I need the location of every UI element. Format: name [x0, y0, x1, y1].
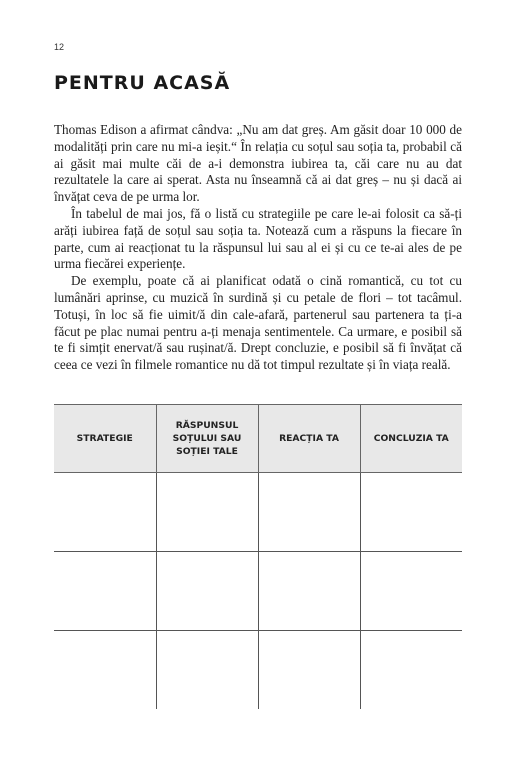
- table-row: [54, 473, 462, 552]
- strategy-table: [54, 404, 462, 709]
- header-partner-response: RĂSPUNSUL SOȚULUI SAU SOȚIEI TALE: [156, 405, 258, 473]
- paragraph-example: De exemplu, poate că ai planificat odată o cină romantică, cu tot cu lumânări aprinse, cu muzică în surdină și cu petale de flori – tot tacâmul. Totuși, în loc să fie uimit/ă din cale-afară, partenerul sau partenera ta ți-a făcut pe plac numai pentru a-ți menaja sentimentele. Ca urmare, e posibil să te fi simțit enervat/ă sau rușinat/ă. Drept concluzie, e posibil să fi învățat că ceea ce vezi în filmele romantice nu dă tot timpul rezultate și în viața reală.: [54, 273, 462, 373]
- table-cell[interactable]: [258, 473, 360, 552]
- section-title: PENTRU ACASĂ: [54, 72, 231, 94]
- table-cell[interactable]: [360, 473, 462, 552]
- table-cell[interactable]: [360, 552, 462, 631]
- table-cell[interactable]: [54, 552, 156, 631]
- table-row: [54, 552, 462, 631]
- table-cell[interactable]: [54, 473, 156, 552]
- table-cell[interactable]: [360, 631, 462, 710]
- page-number: 12: [54, 42, 65, 52]
- table-cell[interactable]: [54, 631, 156, 710]
- table-row: [54, 631, 462, 710]
- table-cell[interactable]: [258, 631, 360, 710]
- table-cell[interactable]: [258, 552, 360, 631]
- header-your-reaction: REACȚIA TA: [258, 405, 360, 473]
- table-header-row: [54, 405, 462, 473]
- paragraph-edison-quote: Thomas Edison a afirmat cândva: „Nu am dat greș. Am găsit doar 10 000 de modalități prin care nu mi-a ieșit.“ În relația cu soțul sau soția ta, probabil că ai găsit mai multe căi de a-i demonstra iubirea ta, căi care nu au dat rezultatele la care ai sperat. Asta nu înseamnă că ai dat greș – nu și dacă ai învățat ceva de pe urma lor.: [54, 122, 462, 205]
- table-cell[interactable]: [156, 631, 258, 710]
- body-text: [54, 122, 462, 374]
- header-your-conclusion: CONCLUZIA TA: [360, 405, 462, 473]
- paragraph-table-instructions: În tabelul de mai jos, fă o listă cu strategiile pe care le-ai folosit ca să-ți arăți iubirea față de soțul sau soția ta. Notează cum a răspuns la fiecare în parte, cum ai reacționat tu la răspunsul lui sau al ei și cu ce te-ai ales de pe urma fiecărei experiențe.: [54, 205, 462, 272]
- table-cell[interactable]: [156, 552, 258, 631]
- table-cell[interactable]: [156, 473, 258, 552]
- header-strategy: STRATEGIE: [54, 405, 156, 473]
